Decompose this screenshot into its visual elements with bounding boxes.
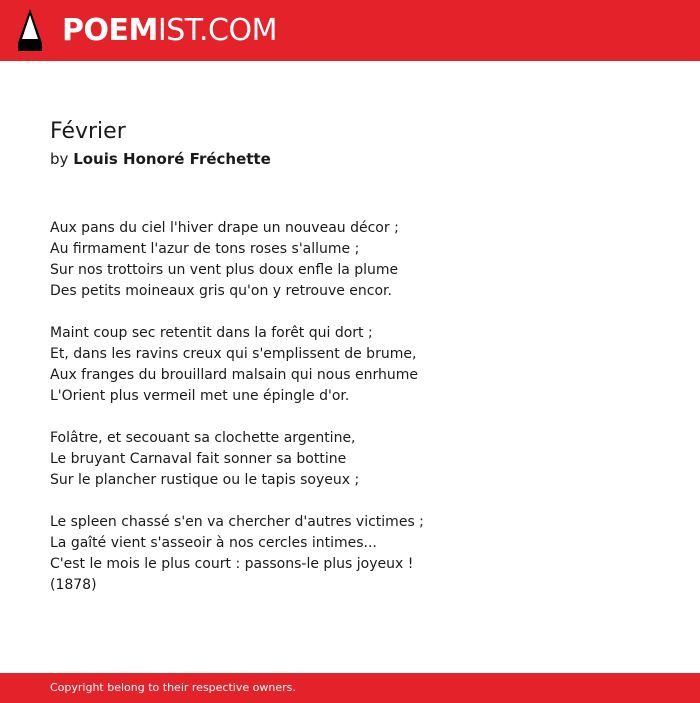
poem-line: Maint coup sec retentit dans la forêt qui dort ;	[50, 325, 373, 341]
stanza	[50, 512, 670, 596]
by-label: by	[50, 150, 69, 168]
poem-line: Sur le plancher rustique ou le tapis soyeux ;	[50, 472, 360, 488]
poem-line: Folâtre, et secouant sa clochette argentine,	[50, 430, 356, 446]
poem-content	[50, 116, 670, 596]
poem-line: Le bruyant Carnaval fait sonner sa bottine	[50, 451, 347, 467]
logo-bold-text: POEM	[62, 13, 158, 48]
site-logo[interactable]	[62, 12, 277, 50]
stanza	[50, 323, 670, 407]
poem-line: Aux pans du ciel l'hiver drape un nouveau décor ;	[50, 220, 399, 236]
stanza	[50, 428, 670, 491]
poem-line: Et, dans les ravins creux qui s'emplissent de brume,	[50, 346, 417, 362]
author-name[interactable]: Louis Honoré Fréchette	[73, 150, 271, 168]
site-header	[0, 0, 700, 61]
poem-body	[50, 218, 670, 596]
poem-title: Février	[50, 119, 126, 144]
stanza	[50, 218, 670, 302]
byline	[50, 148, 670, 170]
poem-year: (1878)	[50, 577, 97, 593]
poem-line: Au firmament l'azur de tons roses s'allume ;	[50, 241, 360, 257]
site-footer	[0, 673, 700, 703]
pencil-tip-icon[interactable]	[18, 9, 42, 51]
poem-line: C'est le mois le plus court : passons-le plus joyeux !	[50, 556, 414, 572]
poem-line: La gaîté vient s'asseoir à nos cercles intimes...	[50, 535, 377, 551]
poem-line: Aux franges du brouillard malsain qui nous enrhume	[50, 367, 418, 383]
logo-light-text: IST.COM	[157, 13, 277, 48]
poem-line: Des petits moineaux gris qu'on y retrouve encor.	[50, 283, 392, 299]
poem-line: L'Orient plus vermeil met une épingle d'or.	[50, 388, 350, 404]
poem-line: Le spleen chassé s'en va chercher d'autres victimes ;	[50, 514, 424, 530]
copyright-text: Copyright belong to their respective owners.	[50, 681, 296, 694]
poem-line: Sur nos trottoirs un vent plus doux enfle la plume	[50, 262, 399, 278]
